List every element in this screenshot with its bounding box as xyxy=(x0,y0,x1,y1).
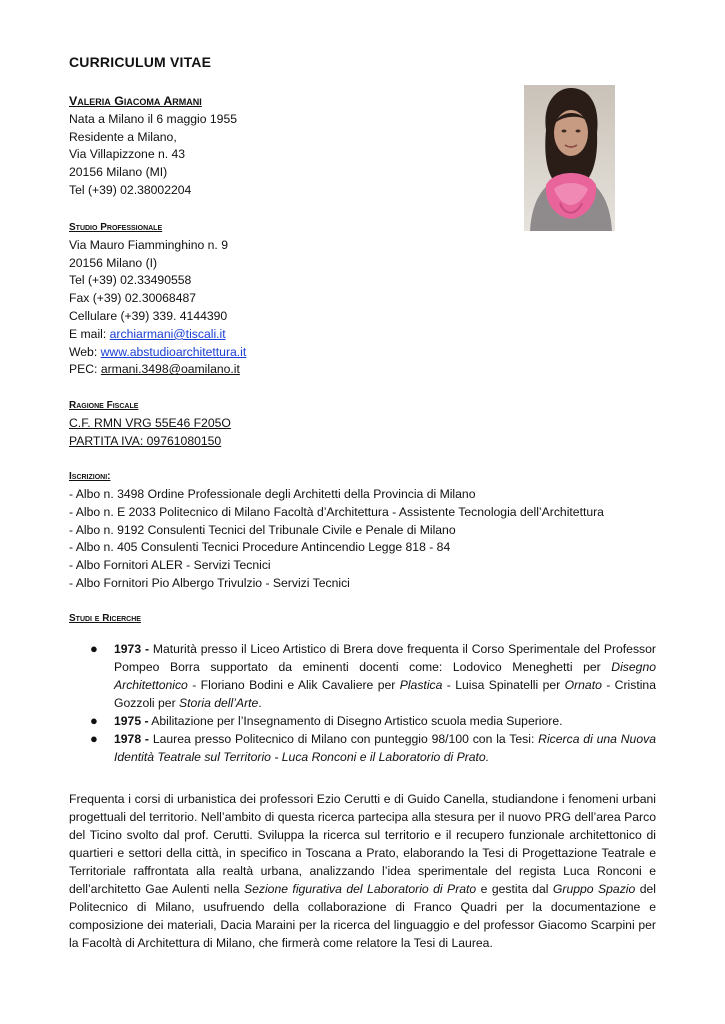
entry-year: 1973 - xyxy=(114,642,150,656)
bullet-icon: ● xyxy=(90,731,98,746)
study-entry-1978: ● 1978 - Laurea presso Politecnico di Milano con punteggio 98/100 con la Tesi: Ricerca di una Nuova Identità Teatrale sul Territorio - Luca Ronconi e il Laboratorio di Prato. xyxy=(90,731,656,764)
studio-phone: Tel (+39) 02.33490558 xyxy=(69,273,192,288)
registrations-heading: Iscrizioni: xyxy=(69,471,111,482)
list-item: - Albo n. 3498 Ordine Professionale degli Architetti della Provincia di Milano xyxy=(69,487,476,501)
website-link[interactable]: www.abstudioarchitettura.it xyxy=(100,344,247,359)
portrait-photo xyxy=(524,85,615,231)
list-item: - Albo Fornitori Pio Albergo Trivulzio - Servizi Tecnici xyxy=(69,575,350,590)
entry-year: 1975 - xyxy=(114,714,149,728)
study-entry-1973: ● 1973 - Maturità presso il Liceo Artistico di Brera dove frequenta il Corso Sperimentale del Professor Pompeo Borra supportato da eminenti docenti come: Lodovico Meneghetti per Disegno Architettonico - Floriano Bodini e Alik Cavaliere per Plastica - Luisa Spinatelli per Ornato - Cristina Gozzoli per Storia dell’Arte. xyxy=(90,641,656,710)
person-name: Valeria Giacoma Armani xyxy=(69,94,202,108)
email-link[interactable]: archiarmani@tiscali.it xyxy=(109,326,226,341)
list-item: - Albo n. 405 Consulenti Tecnici Procedure Antincendio Legge 818 - 84 xyxy=(69,540,451,555)
home-street: Via Villapizzone n. 43 xyxy=(69,147,186,162)
studio-street: Via Mauro Fiamminghino n. 9 xyxy=(69,237,228,252)
list-item: - Albo n. 9192 Consulenti Tecnici del Tribunale Civile e Penale di Milano xyxy=(69,522,456,537)
email-row xyxy=(69,326,246,344)
web-label: Web: xyxy=(69,344,101,359)
studio-heading: Studio Professionale xyxy=(69,222,163,233)
tax-code: C.F. RMN VRG 55E46 F205O xyxy=(69,415,231,430)
portrait-image xyxy=(524,85,615,231)
studies-heading-block xyxy=(69,610,141,628)
registrations-heading-block xyxy=(69,468,111,486)
study-entry-1975: ● 1975 - Abilitazione per l’Insegnamento di Disegno Artistico scuola media Superiore. xyxy=(90,713,563,728)
document-title: CURRICULUM VITAE xyxy=(69,54,212,70)
web-row xyxy=(69,344,246,362)
studies-list xyxy=(90,640,656,766)
vat-number: PARTITA IVA: 09761080150 xyxy=(69,433,222,448)
fiscal-heading: Ragione Fiscale xyxy=(69,400,139,411)
pec-label: PEC: xyxy=(69,362,101,377)
studies-heading: Studi e Ricerche xyxy=(69,613,141,624)
studio-city: 20156 Milano (I) xyxy=(69,255,158,270)
personal-info xyxy=(69,93,237,200)
pec-address: armani.3498@oamilano.it xyxy=(100,362,240,377)
registrations-list xyxy=(69,486,604,593)
pec-row xyxy=(69,361,246,379)
biography-paragraph: Frequenta i corsi di urbanistica dei professori Ezio Cerutti e di Guido Canella, studiandone i fenomeni urbani progettuali del territorio. Nell’ambito di questa ricerca partecipa alla stesura per il nuovo PRG dell’area Parco del Ticino svolto dal prof. Cerutti. Sviluppa la ricerca sul territorio e il recupero funzionale architettonico di quartieri e settori della città, in specifico in Toscana a Prato, elaborando la Tesi di Progettazione Teatrale e Territoriale raffrontata alla realtà urbana, analizzando l’idea sperimentale del regista Luca Ronconi e dell’architetto Gae Aulenti nella Sezione figurativa del Laboratorio di Prato e gestita dal Gruppo Spazio del Politecnico di Milano, usufruendo della collaborazione di Franco Quadri per la documentazione e composizione dei materiali, Dacia Maraini per la ricerca del linguaggio e del professor Giacomo Scarpini per la Facoltà di Architettura di Milano, che firmerà come relatore la Tesi di Laurea. xyxy=(69,792,656,950)
list-item: - Albo Fornitori ALER - Servizi Tecnici xyxy=(69,558,271,573)
birth-info: Nata a Milano il 6 maggio 1955 xyxy=(69,111,238,126)
residence-info: Residente a Milano, xyxy=(69,129,177,144)
studio-info xyxy=(69,219,246,379)
list-item: - Albo n. E 2033 Politecnico di Milano Facoltà d’Architettura - Assistente Tecnologia dell’Architettura xyxy=(69,504,604,519)
home-phone: Tel (+39) 02.38002204 xyxy=(69,182,192,197)
bullet-icon: ● xyxy=(90,713,98,728)
email-label: E mail: xyxy=(69,326,110,341)
bullet-icon: ● xyxy=(90,641,98,656)
studio-mobile: Cellulare (+39) 339. 4144390 xyxy=(69,308,228,323)
home-city: 20156 Milano (MI) xyxy=(69,165,168,180)
studio-fax: Fax (+39) 02.30068487 xyxy=(69,291,197,306)
entry-year: 1978 - xyxy=(114,732,149,746)
fiscal-info xyxy=(69,397,231,450)
